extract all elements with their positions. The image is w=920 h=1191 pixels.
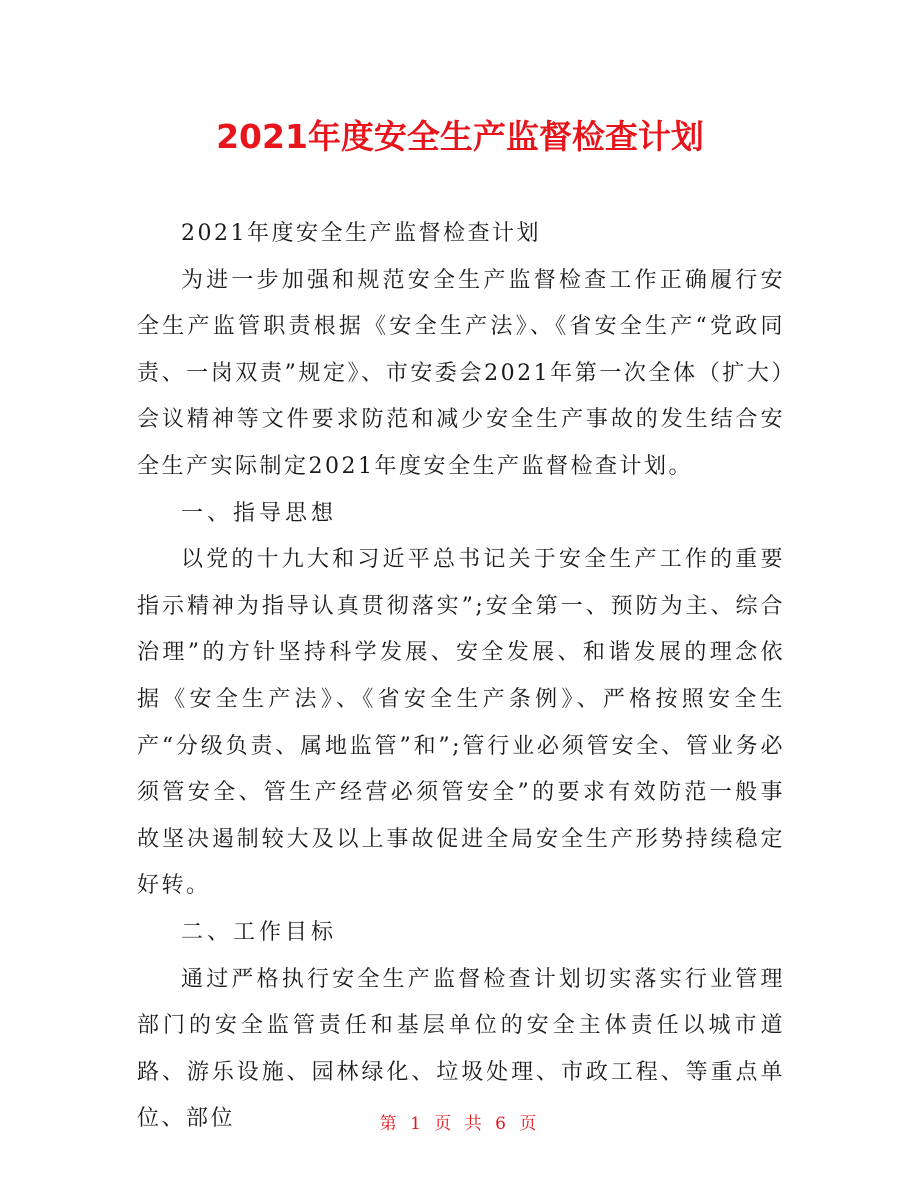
paragraph-intro: 为进一步加强和规范安全生产监督检查工作正确履行安全生产监管职责根据《安全生产法》、《省安全生产“党政同责、一岗双责”规定》、市安委会2021年第一次全体（扩大）会议精神等文件要求防范和减少安全生产事故的发生结合安全生产实际制定2021年度安全生产监督检查计划。 (137, 267, 785, 479)
document-body (137, 211, 785, 1143)
document-title: 2021年度安全生产监督检查计划 (216, 117, 704, 156)
page-number-footer: 第 1 页 共 6 页 (379, 1114, 541, 1134)
section-heading-work-goals: 二、工作目标 (181, 919, 338, 945)
paragraph-work-goals: 通过严格执行安全生产监督检查计划切实落实行业管理部门的安全监管责任和基层单位的安全主体责任以城市道路、游乐设施、园林绿化、垃圾处理、市政工程、等重点单位、部位 (137, 966, 785, 1132)
paragraph-subtitle: 2021年度安全生产监督检查计划 (181, 221, 541, 246)
paragraph-guiding-ideology: 以党的十九大和习近平总书记关于安全生产工作的重要指示精神为指导认真贯彻落实”;安全第一、预防为主、综合治理”的方针坚持科学发展、安全发展、和谐发展的理念依据《安全生产法》、《省安全生产条例》、严格按照安全生产“分级负责、属地监管”和”;管行业必须管安全、管业务必须管安全、管生产经营必须管安全”的要求有效防范一般事故坚决遏制较大及以上事故促进全局安全生产形势持续稳定好转。 (137, 547, 785, 899)
section-heading-guiding-ideology: 一、指导思想 (181, 500, 338, 526)
